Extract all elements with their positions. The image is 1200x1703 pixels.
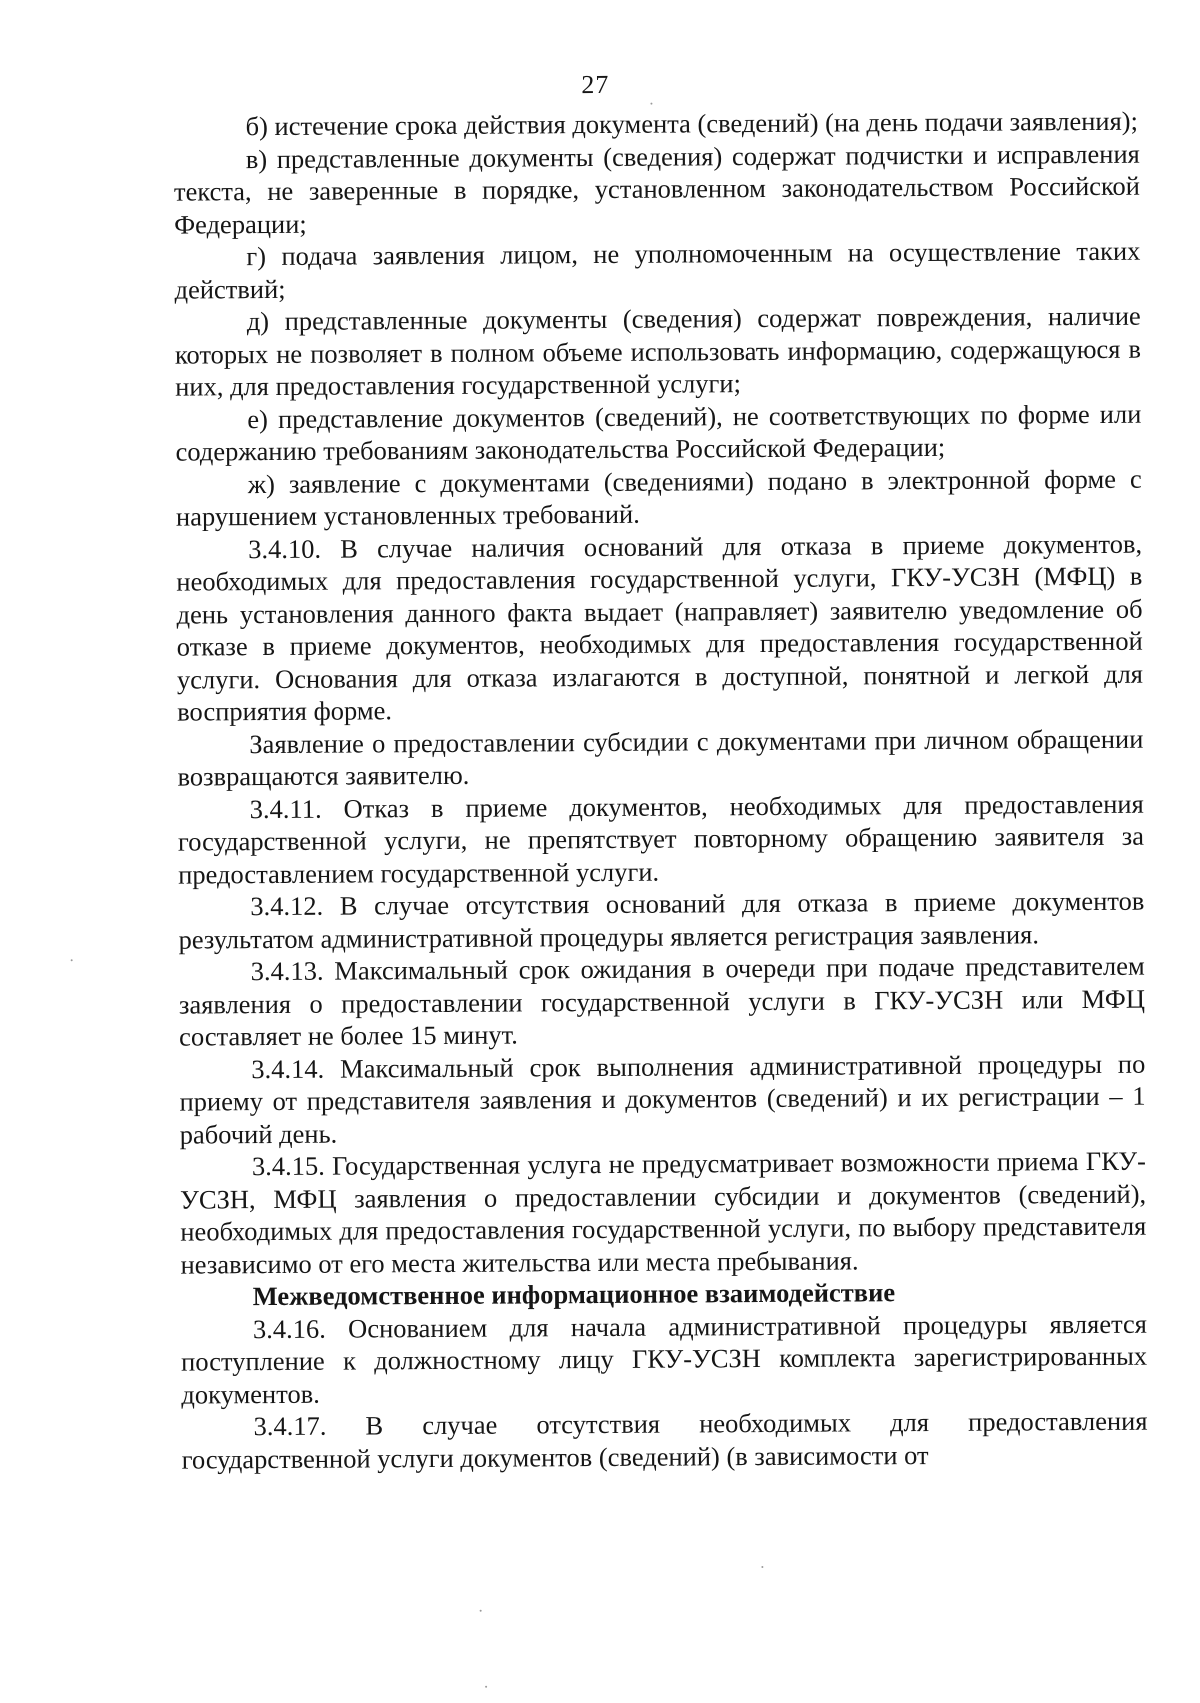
paragraph-3-4-17: 3.4.17. В случае отсутствия необходимых для предоставления государственной услуги документов (сведений) (в зависимости от <box>181 1405 1148 1475</box>
scan-speck <box>650 103 652 105</box>
paragraph-item-v: в) представленные документы (сведения) содержат подчистки и исправления текста, не заверенные в порядке, установленном законодательством Российской Федерации; <box>173 138 1141 240</box>
paragraph-3-4-11: 3.4.11. Отказ в приеме документов, необходимых для предоставления государственной услуги, не препятствует повторному обращению заявителя за предоставлением государственной услуги. <box>177 788 1145 890</box>
page-number: 27 <box>581 69 610 100</box>
paragraph-3-4-12: 3.4.12. В случае отсутствия оснований для отказа в приеме документов результатом административной процедуры является регистрация заявления. <box>178 885 1145 955</box>
paragraph-3-4-13: 3.4.13. Максимальный срок ожидания в очереди при подаче представителем заявления о предоставлении государственной услуги в ГКУ-УСЗН или МФЦ составляет не более 15 минут. <box>178 950 1146 1052</box>
paragraph-item-d: д) представленные документы (сведения) содержат повреждения, наличие которых не позволяет в полном объеме использовать информацию, содержащуюся в них, для предоставления государственной услуги; <box>174 300 1142 402</box>
scan-speck <box>761 1566 763 1568</box>
paragraph-item-e: е) представление документов (сведений), не соответствующих по форме или содержанию требованиям законодательства Российской Федерации; <box>175 398 1142 467</box>
paragraph-3-4-16: 3.4.16. Основанием для начала административной процедуры является поступление к должностному лицу ГКУ-УСЗН комплекта зарегистрированных документов. <box>181 1308 1148 1410</box>
paragraph-item-b: б) истечение срока действия документа (сведений) (на день подачи заявления); <box>245 105 1139 142</box>
paragraph-item-g: г) подача заявления лицом, не уполномоченным на осуществление таких действий; <box>174 235 1141 305</box>
scan-speck <box>485 1686 487 1688</box>
scan-speck <box>480 1610 482 1612</box>
document-body <box>173 105 1147 1476</box>
paragraph-3-4-14: 3.4.14. Максимальный срок выполнения административной процедуры по приему от представителя заявления и документов (сведений) и их регистрации – 1 рабочий день. <box>179 1048 1146 1150</box>
paragraph-3-4-10: 3.4.10. В случае наличия оснований для отказа в приеме документов, необходимых для предоставления государственной услуги, ГКУ-УСЗН (МФЦ) в день установления данного факта выдает (направляет) заявителю уведомление об отказе в приеме документов, необходимых для предоставления государственной услуги. Основания для отказа излагаются в доступной, понятной и легкой для восприятия форме. <box>176 528 1144 727</box>
paragraph-item-zh: ж) заявление с документами (сведениями) подано в электронной форме с нарушением установленных требований. <box>175 463 1142 532</box>
paragraph-return-note: Заявление о предоставлении субсидии с документами при личном обращении возвращаются заявителю. <box>177 723 1144 792</box>
section-heading: Межведомственное информационное взаимодействие <box>252 1277 896 1312</box>
scan-speck <box>71 959 73 961</box>
paragraph-3-4-15: 3.4.15. Государственная услуга не предусматривает возможности приема ГКУ-УСЗН, МФЦ заявления о предоставлении субсидии и документов (сведений), необходимых для предоставления государственной услуги, по выбору представителя независимо от его места жительства или места пребывания. <box>180 1145 1147 1280</box>
